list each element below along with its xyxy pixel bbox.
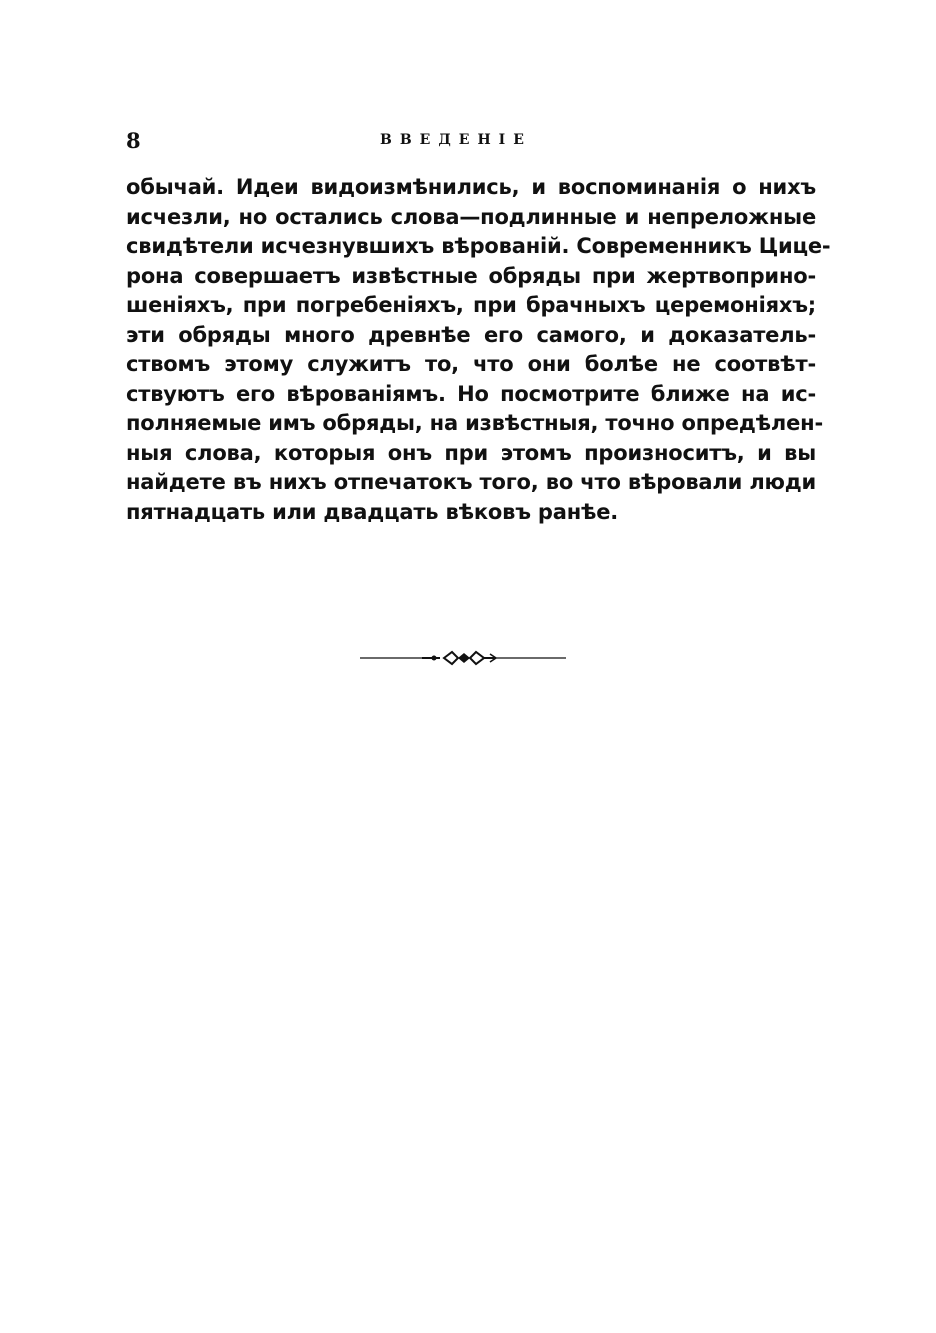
fleuron-divider-icon xyxy=(360,648,566,668)
running-head xyxy=(126,128,810,158)
text-line: эти обряды много древнѣе его самого, и доказатель- xyxy=(126,322,816,347)
text-line: ныя слова, которыя онъ при этомъ произноситъ, и вы xyxy=(126,440,816,465)
text-line: свидѣтели исчезнувшихъ вѣрованій. Современникъ Цице- xyxy=(126,234,831,258)
text-line: шеніяхъ, при погребеніяхъ, при брачныхъ церемоніяхъ; xyxy=(126,293,816,317)
text-line: обычай. Идеи видоизмѣнились, и воспоминанія о нихъ xyxy=(126,175,816,199)
text-line: рона совершаетъ извѣстные обряды при жертвоприно- xyxy=(126,263,816,288)
text-line: исчезли, но остались слова—подлинные и непреложные xyxy=(126,204,816,229)
text-line: найдете въ нихъ отпечатокъ того, во что вѣровали люди xyxy=(126,470,816,494)
body-paragraph xyxy=(126,173,831,527)
chapter-title: ВВЕДЕНІЕ xyxy=(380,132,532,148)
text-line-last: пятнадцать или двадцать вѣковъ ранѣе. xyxy=(126,499,619,524)
text-line: ствомъ этому служитъ то, что они болѣе не соотвѣт- xyxy=(126,352,816,376)
text-line: полняемые имъ обряды, на извѣстныя, точно опредѣлен- xyxy=(126,411,823,435)
text-line: ствуютъ его вѣрованіямъ. Но посмотрите ближе на ис- xyxy=(126,381,816,406)
page-number: 8 xyxy=(126,128,141,153)
